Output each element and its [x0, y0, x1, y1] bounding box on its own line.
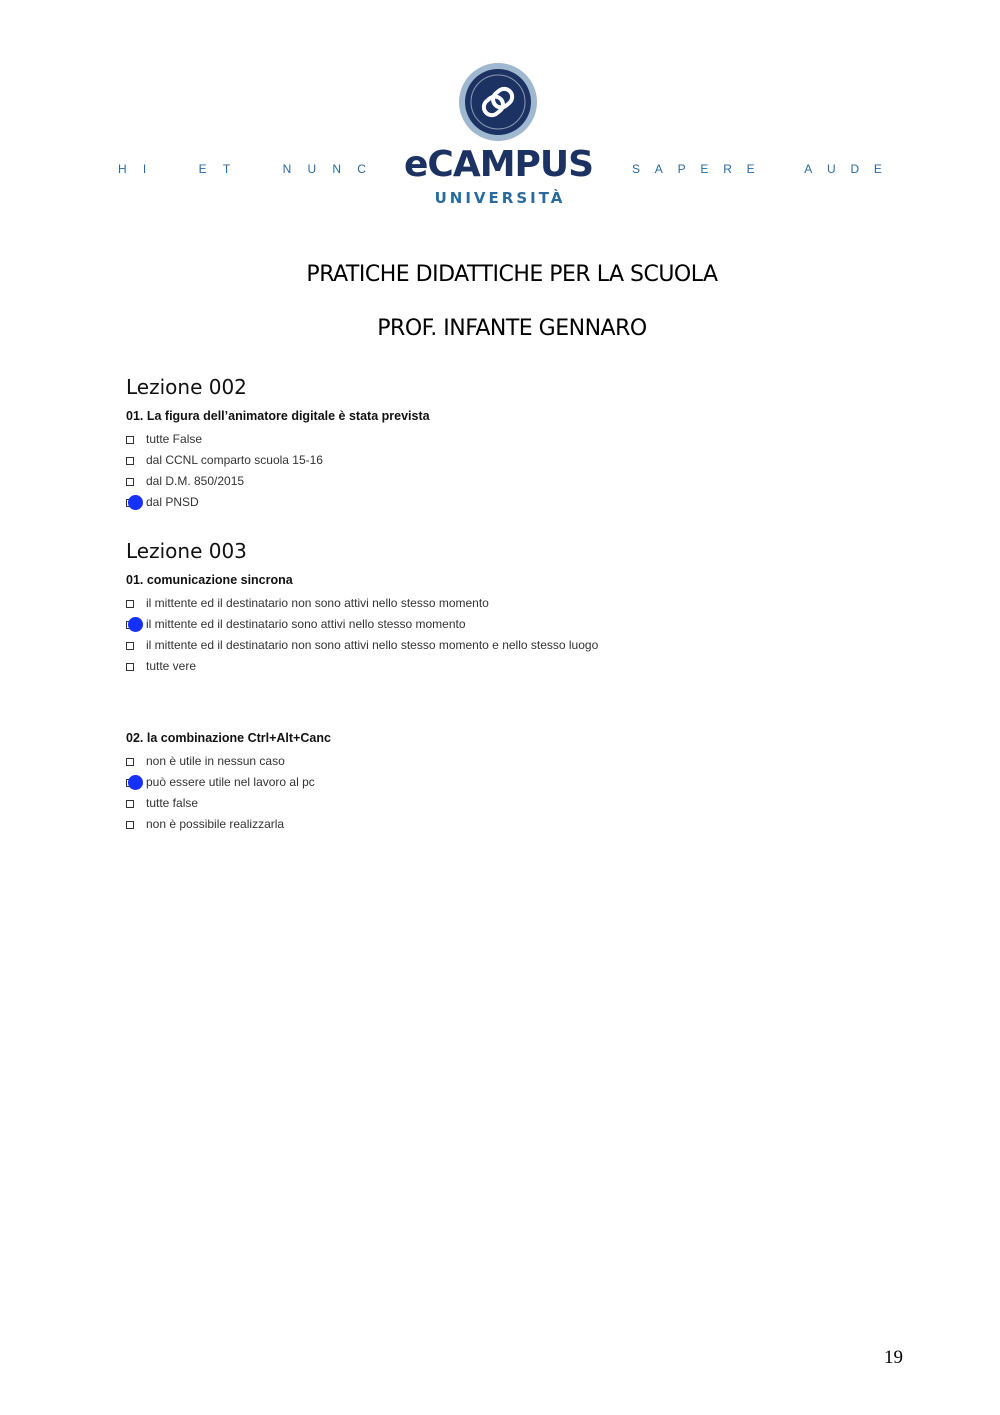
page-header [0, 0, 1000, 230]
option-label: non è utile in nessun caso [146, 754, 285, 768]
checkbox-icon[interactable] [126, 478, 134, 486]
option-label: non è possibile realizzarla [146, 817, 285, 831]
motto-letter: E [746, 162, 755, 176]
answer-option[interactable] [126, 593, 886, 614]
lesson-block [126, 539, 886, 835]
option-label: il mittente ed il destinatario non sono attivi nello stesso momento e nello stesso luogo [146, 638, 599, 652]
option-label: dal CCNL comparto scuola 15-16 [146, 453, 323, 467]
question-text: 01. comunicazione sincrona [126, 573, 293, 587]
answer-option[interactable] [126, 429, 886, 450]
selected-dot-icon [128, 775, 143, 790]
answer-option[interactable] [126, 751, 886, 772]
answer-option[interactable] [126, 656, 886, 677]
document-title: PRATICHE DIDATTICHE PER LA SCUOLA [306, 262, 718, 287]
motto-left [118, 162, 366, 176]
checkbox-icon[interactable] [126, 758, 134, 766]
motto-letter: S [632, 162, 641, 176]
motto-letter: H [118, 162, 127, 176]
answer-option[interactable] [126, 793, 886, 814]
option-label: dal D.M. 850/2015 [146, 474, 245, 488]
question-block [126, 407, 886, 513]
answer-option-selected[interactable] [126, 772, 886, 793]
option-label: il mittente ed il destinatario sono attivi nello stesso momento [146, 617, 466, 631]
option-label: dal PNSD [146, 495, 199, 509]
checkbox-icon[interactable] [126, 663, 134, 671]
motto-letter: C [357, 162, 366, 176]
motto-letter: N [332, 162, 342, 176]
motto-letter: I [142, 162, 147, 176]
motto-letter: E [700, 162, 709, 176]
option-label: tutte vere [146, 659, 197, 673]
option-label: tutte false [146, 796, 199, 810]
motto-letter: A [804, 162, 813, 176]
motto-letter: A [654, 162, 663, 176]
lesson-block [126, 375, 886, 513]
answer-option-selected[interactable] [126, 614, 886, 635]
motto-letter: U [827, 162, 836, 176]
motto-letter: E [198, 162, 207, 176]
option-label: può essere utile nel lavoro al pc [146, 775, 315, 789]
question-text: 02. la combinazione Ctrl+Alt+Canc [126, 731, 331, 745]
option-label: il mittente ed il destinatario non sono attivi nello stesso momento [146, 596, 489, 610]
checkbox-icon[interactable] [126, 821, 134, 829]
checkbox-icon[interactable] [126, 642, 134, 650]
option-label: tutte False [146, 432, 203, 446]
question-block [126, 729, 886, 835]
checkbox-icon[interactable] [126, 600, 134, 608]
lesson-heading: Lezione 002 [126, 375, 247, 399]
lessons-container [126, 375, 886, 835]
checkbox-icon[interactable] [126, 436, 134, 444]
ecampus-logo [400, 60, 600, 210]
logo-subtitle: UNIVERSITÀ [434, 189, 566, 207]
checkbox-icon[interactable] [126, 800, 134, 808]
lesson-heading: Lezione 003 [126, 539, 247, 563]
logo-seal [465, 69, 531, 135]
logo-wordmark: eCAMPUS [404, 144, 594, 185]
question-text: 01. La figura dell’animatore digitale è stata prevista [126, 409, 430, 423]
answer-option[interactable] [126, 814, 886, 835]
professor-name: PROF. INFANTE GENNARO [377, 316, 647, 341]
motto-letter: U [307, 162, 317, 176]
answer-option-selected[interactable] [126, 492, 886, 513]
selected-dot-icon [128, 617, 143, 632]
motto-letter: T [222, 162, 231, 176]
motto-letter: E [873, 162, 882, 176]
motto-right [632, 162, 882, 176]
answer-option[interactable] [126, 450, 886, 471]
question-block [126, 571, 886, 677]
motto-letter: P [677, 162, 686, 176]
motto-letter: D [850, 162, 860, 176]
selected-dot-icon [128, 495, 143, 510]
answer-option[interactable] [126, 635, 886, 656]
answer-option[interactable] [126, 471, 886, 492]
checkbox-icon[interactable] [126, 457, 134, 465]
motto-letter: R [723, 162, 732, 176]
motto-letter: N [282, 162, 292, 176]
page-number: 19 [884, 1347, 903, 1368]
